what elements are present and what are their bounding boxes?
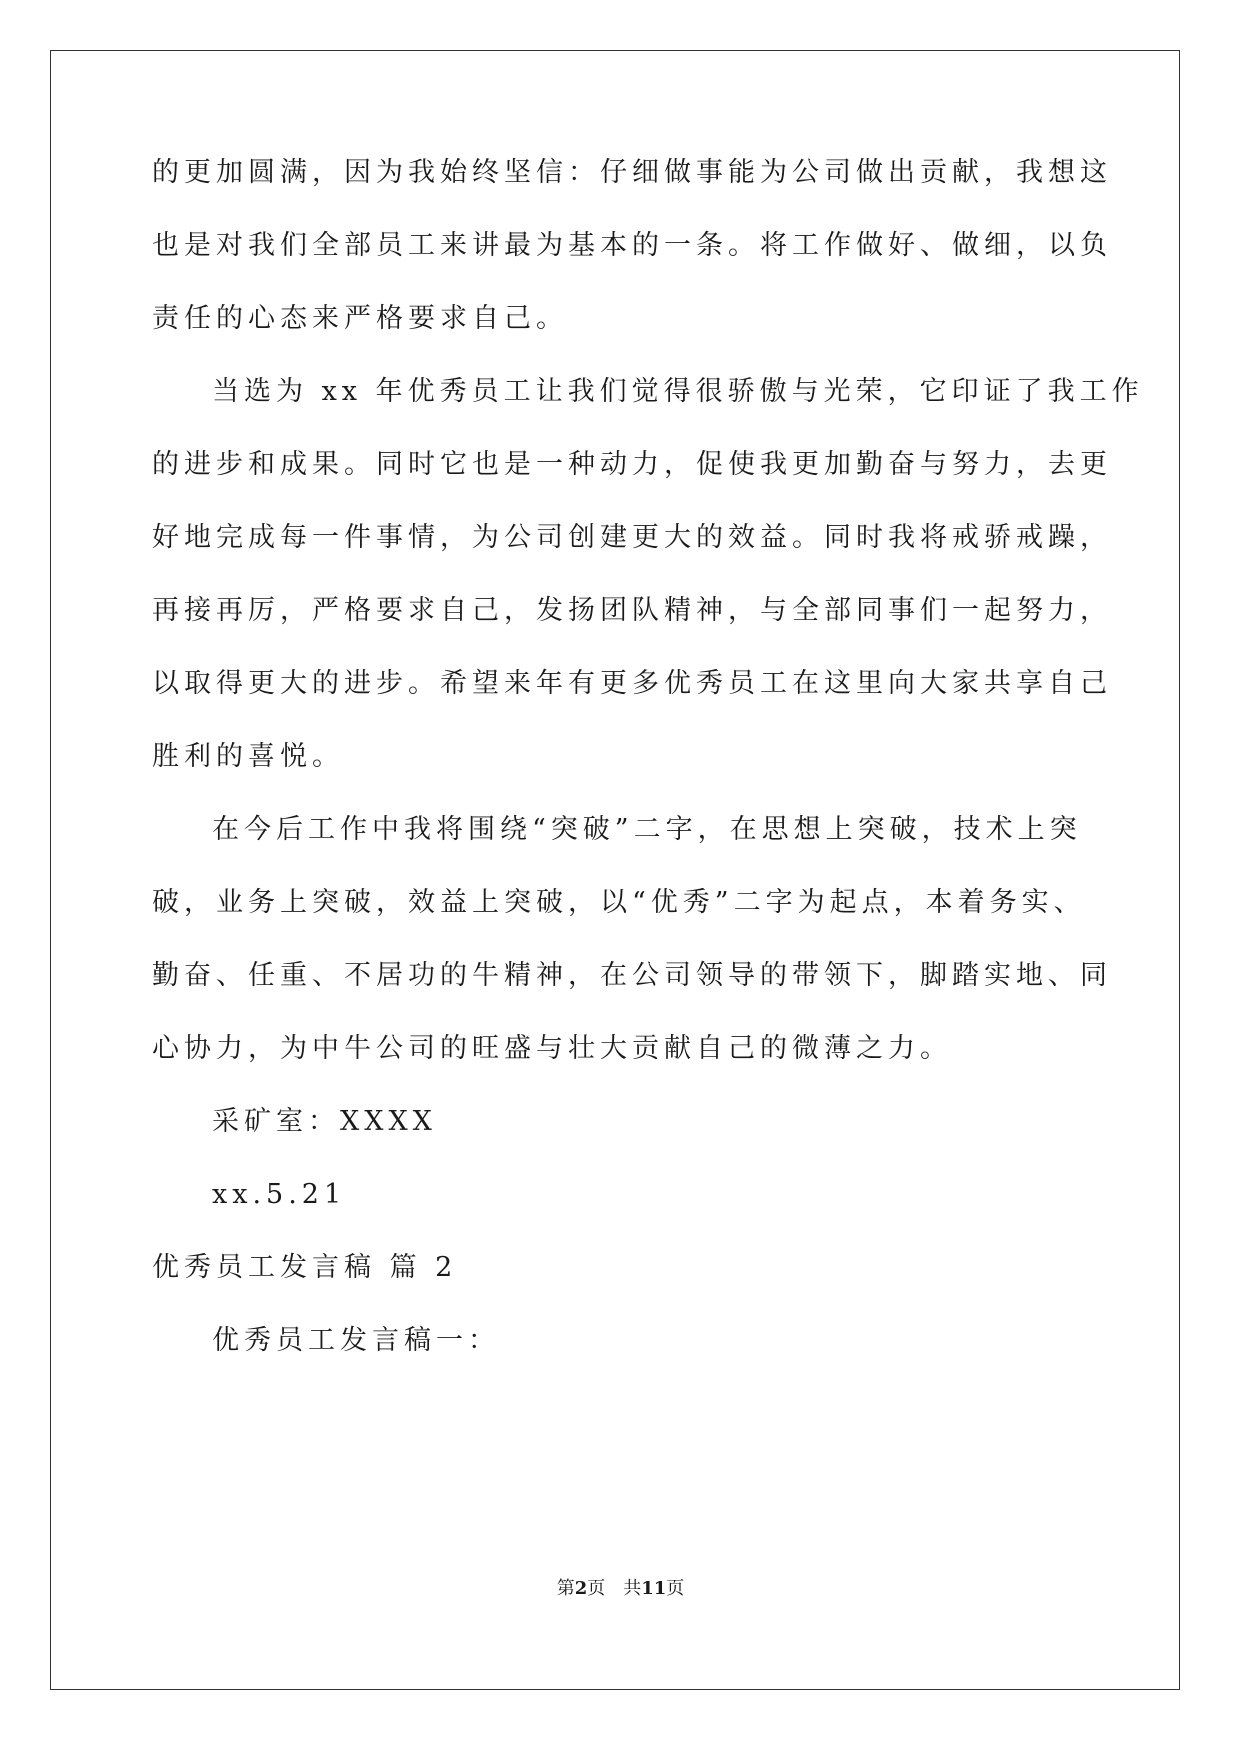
signature-department: 采矿室：XXXX <box>212 1106 437 1137</box>
page-footer <box>0 1574 1241 1600</box>
footer-total-pages: 11 <box>641 1578 667 1599</box>
signature-date: xx.5.21 <box>212 1179 347 1210</box>
subsection-heading: 优秀员工发言稿一： <box>212 1325 500 1356</box>
text-line: 再接再厉，严格要求自己，发扬团队精神，与全部同事们一起努力， <box>152 595 1112 626</box>
footer-suffix: 页 <box>666 1578 685 1599</box>
text-line: 的更加圆满，因为我始终坚信：仔细做事能为公司做出贡献，我想这 <box>152 157 1112 188</box>
footer-prefix: 第 <box>556 1578 575 1599</box>
text-line: 胜利的喜悦。 <box>152 741 344 772</box>
section-heading: 优秀员工发言稿 篇 2 <box>152 1252 458 1283</box>
paragraph-start-line: 在今后工作中我将围绕“突破”二字，在思想上突破，技术上突 <box>212 814 1082 845</box>
page-border <box>50 50 1180 1690</box>
text-line: 心协力，为中牛公司的旺盛与壮大贡献自己的微薄之力。 <box>152 1033 952 1064</box>
footer-middle: 页 共 <box>587 1578 642 1599</box>
text-line: 以取得更大的进步。希望来年有更多优秀员工在这里向大家共享自己 <box>152 668 1112 699</box>
text-line: 责任的心态来严格要求自己。 <box>152 303 568 334</box>
text-line: 的进步和成果。同时它也是一种动力，促使我更加勤奋与努力，去更 <box>152 449 1112 480</box>
text-line: 也是对我们全部员工来讲最为基本的一条。将工作做好、做细，以负 <box>152 230 1112 261</box>
text-line: 好地完成每一件事情，为公司创建更大的效益。同时我将戒骄戒躁， <box>152 522 1112 553</box>
footer-page-number: 2 <box>574 1578 588 1599</box>
paragraph-start-line: 当选为 xx 年优秀员工让我们觉得很骄傲与光荣，它印证了我工作 <box>212 376 1144 407</box>
text-line: 勤奋、任重、不居功的牛精神，在公司领导的带领下，脚踏实地、同 <box>152 960 1112 991</box>
text-line: 破，业务上突破，效益上突破，以“优秀”二字为起点，本着务实、 <box>152 887 1086 918</box>
